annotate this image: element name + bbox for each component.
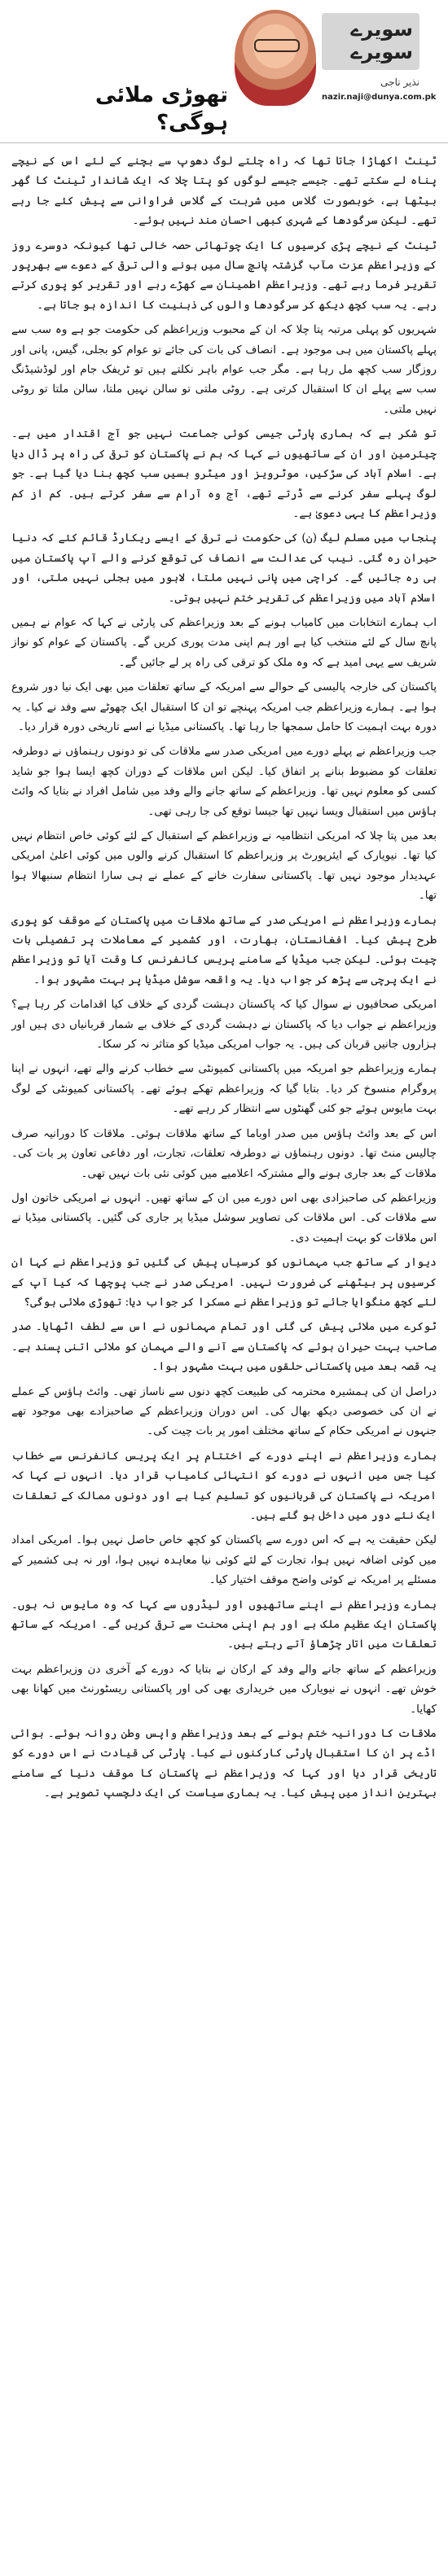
paragraph: ٹینٹ کے نیچے پڑی کرسیوں کا ایک چوتھائی حصہ خالی تھا کیونکہ دوسرے روز کے وزیراعظم عزت مآب گزشتہ پانچ سال میں ہونے والی ترقی کے دعوے سے بھرپور تقریر فرما رہے تھے۔ وزیراعظم اطمینان سے کھڑے رہے اور تقریر کو پوری کرتے رہے۔ یہ سب کچھ دیکھ کر سرگودھا والوں کی ذہنیت کا اندازہ ہو جاتا ہے۔ — [11, 238, 437, 312]
paragraph: ٹوکرے میں ملائی پیش کی گئی اور تمام مہمانوں نے اس سے لطف اٹھایا۔ صدر صاحب بہت حیران ہوئے کہ پاکستان سے آنے والے مہمان کو ملائی اتنی پسند ہے۔ یہ قصہ بعد میں پاکستانی حلقوں میں بہت مشہور ہوا۔ — [11, 1320, 437, 1374]
author-email[interactable]: nazir.naji@dunya.com.pk — [322, 93, 437, 102]
paragraph: دراصل ان کی ہمشیرہ محترمہ کی طبیعت کچھ دنوں سے ناساز تھی۔ وائٹ ہاؤس کے عملے نے ان کی خصوصی دیکھ بھال کی۔ اس دوران وزیراعظم کے صاحبزادے بھی موجود تھے جنہوں نے امریکی حکام کے ساتھ مختلف امور پر بات چیت کی۔ — [11, 1384, 437, 1438]
paragraph: پاکستان کی خارجہ پالیسی کے حوالے سے امریکہ کے ساتھ تعلقات میں بھی ایک نیا دور شروع ہوا ہے۔ ہمارے وزیراعظم جب امریکہ پہنچے تو ان کا استقبال ایک چھوٹے سے وفد نے کیا۔ یہ دورہ بہت اہمیت کا حامل سمجھا جا رہا تھا۔ پاکستانی میڈیا نے اسے تاریخی دورہ قرار دیا۔ — [11, 680, 437, 733]
paragraph: اب ہمارے انتخابات میں کامیاب ہونے کے بعد وزیراعظم کی پارٹی نے کہا کہ عوام نے ہمیں پانچ سال کے لئے منتخب کیا ہے اور ہم اپنی مدت پوری کریں گے۔ پاکستان کے عوام کو نواز شریف سے یہی امید ہے کہ وہ ملک کو ترقی کی راہ پر لے جائیں گے۔ — [11, 615, 437, 669]
paragraph: تو شکر ہے کہ ہماری پارٹی جیسی کوئی جماعت نہیں جو آج اقتدار میں ہے۔ چیئرمین اور ان کے ساتھیوں نے کہا کہ ہم نے پاکستان کو ترقی کی راہ پر ڈال دیا ہے۔ اسلام آباد کی سڑکیں، موٹرویز اور میٹرو بسیں سب کچھ بنا دیا گیا ہے۔ جو لوگ پہلے سفر کرنے سے ڈرتے تھے، آج وہ آرام سے سفر کرتے ہیں۔ کم از کم وزیراعظم کا یہی دعویٰ ہے۔ — [11, 427, 437, 520]
paragraph: جب وزیراعظم نے پہلے دورے میں امریکی صدر سے ملاقات کی تو دونوں رہنماؤں نے دوطرفہ تعلقات کو مضبوط بنانے پر اتفاق کیا۔ لیکن اس ملاقات کے دوران کچھ ایسا ہوا جو شاید کسی کو معلوم نہیں تھا۔ وزیراعظم کے ساتھ جانے والے وفد میں شامل افراد نے بتایا کہ وائٹ ہاؤس میں استقبال ویسا نہیں تھا جیسا توقع کی جا رہی تھی۔ — [11, 745, 437, 818]
paragraph: ہمارے وزیراعظم نے اپنے ساتھیوں اور لیڈروں سے کہا کہ وہ مایوس نہ ہوں۔ پاکستان ایک عظیم ملک ہے اور ہم اپنی محنت سے ترقی کریں گے۔ امریکہ کے ساتھ تعلقات میں اتار چڑھاؤ آتے رہتے ہیں۔ — [11, 1598, 437, 1651]
paragraph: ٹینٹ اکھاڑا جاتا تھا کہ راہ چلتے لوگ دھوپ سے بچنے کے لئے اس کے نیچے پناہ لے سکتے تھے۔ جیسے جیسے لوگوں کو پتا چلا کہ ایک شاندار ٹینٹ کا گھر بیٹھا ہے، خوبصورت گلاس میں شربت کے گلاس فراوانی سے پیش کئے جا رہے تھے۔ لیکن سرگودھا کے شہری کبھی احسان مند نہیں ہوئے۔ — [11, 155, 437, 228]
column-header — [0, 0, 448, 143]
paragraph: وزیراعظم کی صاحبزادی بھی اس دورے میں ان کے ساتھ تھیں۔ انہوں نے امریکی خاتون اول سے ملاقات کی۔ اس ملاقات کی تصاویر سوشل میڈیا پر جاری کی گئیں۔ پاکستانی میڈیا نے اس ملاقات کو بہت اہمیت دی۔ — [11, 1191, 437, 1244]
paragraph: شہریوں کو پہلی مرتبہ پتا چلا کہ ان کے محبوب وزیراعظم کی حکومت جو ہے وہ سب سے پہلے پاکستان میں ہی موجود ہے۔ انصاف کی بات کی جائے تو عوام کو بجلی، گیس، پانی اور روزگار سب کچھ مل رہا ہے۔ مگر جب عوام باہر نکلتے ہیں تو ٹریفک جام اور لوڈشیڈنگ سب سے پہلے ان کا استقبال کرتی ہے۔ روٹی ملتی تو سالن نہیں ملتا، سالن ملتا تو روٹی نہیں ملتی۔ — [11, 323, 437, 416]
column-name-line2: سویرے — [350, 41, 413, 63]
glasses-icon — [254, 39, 300, 52]
paragraph: ملاقات کا دورانیہ ختم ہونے کے بعد وزیراعظم واپس وطن روانہ ہوئے۔ ہوائی اڈے پر ان کا استقبال پارٹی کارکنوں نے کیا۔ پارٹی کی قیادت نے اس دورے کو تاریخی قرار دیا اور کہا کہ وزیراعظم نے پاکستان کا موقف دنیا کے سامنے بہترین انداز میں پیش کیا۔ یہ ہماری سیاست کی ایک دلچسپ تصویر ہے۔ — [11, 1727, 437, 1800]
article-body — [0, 143, 448, 1804]
paragraph: لیکن حقیقت یہ ہے کہ اس دورے سے پاکستان کو کچھ خاص حاصل نہیں ہوا۔ امریکی امداد میں کوئی اضافہ نہیں ہوا، تجارت کے لئے کوئی نیا معاہدہ نہیں ہوا، اور نہ ہی کشمیر کے مسئلے پر امریکہ نے کوئی واضح موقف اختیار کیا۔ — [11, 1533, 437, 1587]
column-name-line1: سویرے — [350, 18, 413, 41]
paragraph: بعد میں پتا چلا کہ امریکی انتظامیہ نے وزیراعظم کے استقبال کے لئے کوئی خاص انتظام نہیں کیا تھا۔ نیویارک کے ایئرپورٹ پر وزیراعظم کا استقبال کرنے والوں میں کوئی اعلیٰ امریکی عہدیدار موجود نہیں تھا۔ پاکستانی سفارت خانے کے عملے نے ہی سارا انتظام سنبھالا ہوا تھا۔ — [11, 829, 437, 903]
paragraph: امریکی صحافیوں نے سوال کیا کہ پاکستان دہشت گردی کے خلاف کیا اقدامات کر رہا ہے؟ وزیراعظم نے جواب دیا کہ پاکستان نے دہشت گردی کے خلاف بے شمار قربانیاں دی ہیں اور ہزاروں جانیں قربان کی ہیں۔ یہ جواب امریکی میڈیا کو متاثر نہ کر سکا۔ — [11, 998, 437, 1052]
paragraph: وزیراعظم کے ساتھ جانے والے وفد کے ارکان نے بتایا کہ دورے کے آخری دن وزیراعظم بہت خوش تھے۔ انہوں نے نیویارک میں خریداری بھی کی اور پاکستانی ریسٹورنٹ میں کھانا بھی کھایا۔ — [11, 1662, 437, 1716]
paragraph: ہمارے وزیراعظم نے اپنے دورے کے اختتام پر ایک پریس کانفرنس سے خطاب کیا جس میں انہوں نے دورے کو انتہائی کامیاب قرار دیا۔ انہوں نے کہا کہ امریکہ نے پاکستان کی قربانیوں کو تسلیم کیا ہے اور دونوں ممالک کے تعلقات ایک نئے دور میں داخل ہو گئے ہیں۔ — [11, 1449, 437, 1522]
article-headline: تھوڑی ملائی ہوگی؟ — [95, 83, 228, 135]
paragraph: اس کے بعد وائٹ ہاؤس میں صدر اوباما کے ساتھ ملاقات ہوئی۔ ملاقات کا دورانیہ صرف چالیس منٹ تھا۔ دونوں رہنماؤں نے دوطرفہ تعلقات، تجارت، اور دفاعی تعاون پر بات کی۔ ملاقات کے بعد جاری ہونے والے مشترکہ اعلامیے میں کوئی نئی بات نہیں تھی۔ — [11, 1126, 437, 1180]
author-name: نذیر ناجی — [380, 77, 419, 88]
paragraph: ہمارے وزیراعظم نے امریکی صدر کے ساتھ ملاقات میں پاکستان کے موقف کو پوری طرح پیش کیا۔ افغانستان، بھارت، اور کشمیر کے معاملات پر تفصیلی بات چیت ہوئی۔ لیکن جب میڈیا کے سامنے پریس کانفرنس کا وقت آیا تو وزیراعظم نے ایک پرچی سے پڑھ کر جواب دیا۔ یہ واقعہ سوشل میڈیا پر بہت مشہور ہوا۔ — [11, 913, 437, 986]
author-portrait — [235, 10, 316, 106]
paragraph: دیوار کے ساتھ جب مہمانوں کو کرسیاں پیش کی گئیں تو وزیراعظم نے کہا ان کرسیوں پر بیٹھنے کی ضرورت نہیں۔ امریکی صدر نے جب پوچھا کہ کیا آپ کے لئے کچھ منگوایا جائے تو وزیراعظم نے مسکرا کر جواب دیا: تھوڑی ملائی ہوگی؟ — [11, 1256, 437, 1309]
column-logo — [322, 13, 419, 70]
paragraph: ہمارے وزیراعظم جو امریکہ میں پاکستانی کمیونٹی سے خطاب کرنے والے تھے، انہوں نے اپنا پروگرام منسوخ کر دیا۔ بتایا گیا کہ وزیراعظم تھکے ہوئے تھے۔ پاکستانی کمیونٹی کے لوگ بہت مایوس ہوئے جو کئی گھنٹوں سے انتظار کر رہے تھے۔ — [11, 1062, 437, 1116]
paragraph: پنجاب میں مسلم لیگ (ن) کی حکومت نے ترقی کے ایسے ریکارڈ قائم کئے کہ دنیا حیران رہ گئی۔ نیب کی عدالت سے انصاف کی توقع کرنے والے آپ پاکستان میں ہی رہ جائیں گے۔ کراچی میں پانی نہیں ملتا، لاہور میں بجلی نہیں ملتی، اور اسلام آباد میں وزیراعظم کی تقریر ختم نہیں ہوتی۔ — [11, 531, 437, 605]
